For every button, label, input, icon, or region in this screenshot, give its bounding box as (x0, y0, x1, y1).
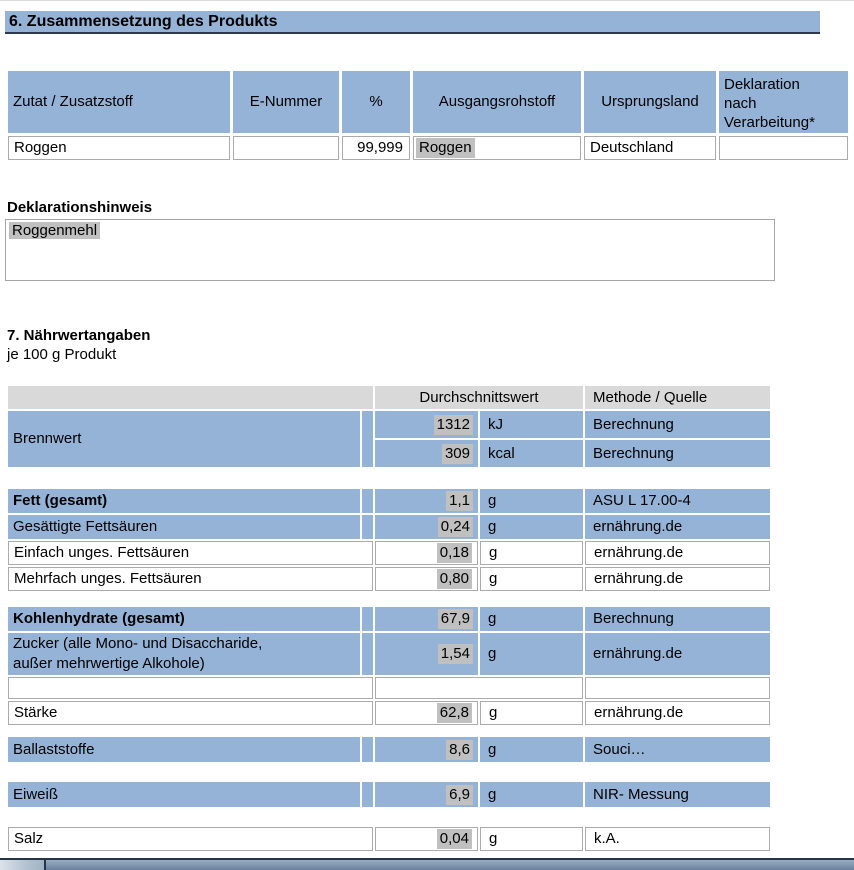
energy-block (8, 411, 770, 467)
fat-total-value-cell (375, 489, 478, 513)
energy-kj-value-cell (375, 411, 478, 438)
salt-method: k.A. (585, 827, 770, 851)
fiber-value-cell (375, 737, 478, 762)
cell-ausgangsrohstoff (413, 136, 581, 160)
fat-mono-unit: g (480, 541, 583, 565)
sugar-method: ernährung.de (585, 633, 770, 675)
cell-percent: 99,999 (342, 136, 410, 160)
starch-unit: g (480, 701, 583, 725)
form-field-energy-kj[interactable]: 1312 (434, 415, 473, 435)
carbs-total-method: Berechnung (585, 607, 770, 631)
salt-label: Salz (8, 827, 373, 851)
spacer-cell (362, 411, 373, 467)
column-header-ausgangsrohstoff: Ausgangsrohstoff (413, 71, 581, 133)
fat-poly-value-cell (375, 567, 478, 591)
statusbar (0, 858, 854, 870)
fat-saturated-unit: g (480, 515, 583, 539)
energy-kj-method: Berechnung (585, 411, 770, 438)
protein-unit: g (480, 782, 583, 807)
section6-heading: 6. Zusammensetzung des Produkts (5, 11, 820, 34)
carbs-total-label: Kohlenhydrate (gesamt) (8, 607, 360, 631)
form-field-fat-poly[interactable]: 0,80 (437, 569, 472, 589)
carbs-total-unit: g (480, 607, 583, 631)
energy-kcal-method: Berechnung (585, 440, 770, 467)
column-header-enummer: E-Nummer (233, 71, 339, 133)
cell-ursprungsland: Deutschland (584, 136, 716, 160)
nutrition-header-empty (8, 386, 373, 409)
cell-enummer (233, 136, 339, 160)
form-field-fat-total[interactable]: 1,1 (446, 491, 473, 511)
fat-mono-value-cell (375, 541, 478, 565)
salt-value-cell (375, 827, 478, 851)
empty-row-value-cell (375, 677, 583, 699)
section7-subtitle: je 100 g Produkt (7, 346, 117, 363)
form-field-sugar[interactable]: 1,54 (438, 644, 473, 664)
cell-zutat: Roggen (8, 136, 230, 160)
fiber-method: Souci… (585, 737, 770, 762)
salt-unit: g (480, 827, 583, 851)
form-field-deklarationshinweis[interactable]: Roggenmehl (9, 222, 100, 239)
fiber-row (8, 737, 770, 762)
column-header-ursprungsland: Ursprungsland (584, 71, 716, 133)
composition-table (8, 71, 848, 160)
sugar-unit: g (480, 633, 583, 675)
energy-kj-unit: kJ (480, 411, 583, 438)
fat-mono-label: Einfach unges. Fettsäuren (8, 541, 373, 565)
fat-poly-unit: g (480, 567, 583, 591)
protein-value-cell (375, 782, 478, 807)
fat-poly-method: ernährung.de (585, 567, 770, 591)
form-field-energy-kcal[interactable]: 309 (442, 444, 473, 464)
fat-saturated-method: ernährung.de (585, 515, 770, 539)
column-header-deklaration: Deklaration nach Verarbeitung* (719, 71, 848, 133)
fat-block (8, 489, 770, 591)
column-header-percent: % (342, 71, 410, 133)
protein-row (8, 782, 770, 807)
sugar-label: Zucker (alle Mono- und Disaccharide, außer mehrwertige Alkohole) (8, 633, 360, 675)
fat-total-unit: g (480, 489, 583, 513)
deklarationshinweis-box[interactable] (5, 219, 775, 281)
spacer-cell (362, 633, 373, 675)
column-header-zutat: Zutat / Zusatzstoff (8, 71, 230, 133)
carbs-block (8, 607, 770, 725)
energy-label: Brennwert (8, 411, 360, 467)
spacer-cell (362, 515, 373, 539)
empty-row-label-cell (8, 677, 373, 699)
nutrition-header-value: Durchschnittswert (375, 386, 583, 409)
form-field-fat-saturated[interactable]: 0,24 (438, 517, 473, 537)
empty-row-method-cell (585, 677, 770, 699)
form-field-carbs-total[interactable]: 67,9 (438, 609, 473, 629)
fat-total-method: ASU L 17.00-4 (585, 489, 770, 513)
spacer-cell (362, 782, 373, 807)
deklarationshinweis-label: Deklarationshinweis (7, 199, 153, 216)
section7-heading: 7. Nährwertangaben (7, 327, 151, 344)
cell-deklaration (719, 136, 848, 160)
form-field-fiber[interactable]: 8,6 (446, 740, 473, 760)
fat-total-label: Fett (gesamt) (8, 489, 360, 513)
sugar-value-cell (375, 633, 478, 675)
form-field-salt[interactable]: 0,04 (437, 829, 472, 849)
fiber-unit: g (480, 737, 583, 762)
spacer-cell (362, 737, 373, 762)
spacer-cell (362, 607, 373, 631)
protein-method: NIR- Messung (585, 782, 770, 807)
carbs-total-value-cell (375, 607, 478, 631)
starch-method: ernährung.de (585, 701, 770, 725)
fat-saturated-label: Gesättigte Fettsäuren (8, 515, 360, 539)
fat-mono-method: ernährung.de (585, 541, 770, 565)
fat-saturated-value-cell (375, 515, 478, 539)
form-field-fat-mono[interactable]: 0,18 (437, 543, 472, 563)
form-field-starch[interactable]: 62,8 (437, 703, 472, 723)
form-field-protein[interactable]: 6,9 (446, 785, 473, 805)
salt-row (8, 827, 770, 851)
nutrition-header-row (8, 386, 770, 409)
nutrition-header-method: Methode / Quelle (585, 386, 770, 409)
spacer-cell (362, 489, 373, 513)
energy-kcal-unit: kcal (480, 440, 583, 467)
starch-value-cell (375, 701, 478, 725)
fat-poly-label: Mehrfach unges. Fettsäuren (8, 567, 373, 591)
starch-label: Stärke (8, 701, 373, 725)
protein-label: Eiweiß (8, 782, 360, 807)
form-field-ausgangsrohstoff[interactable]: Roggen (416, 138, 475, 158)
fiber-label: Ballaststoffe (8, 737, 360, 762)
energy-kcal-value-cell (375, 440, 478, 467)
